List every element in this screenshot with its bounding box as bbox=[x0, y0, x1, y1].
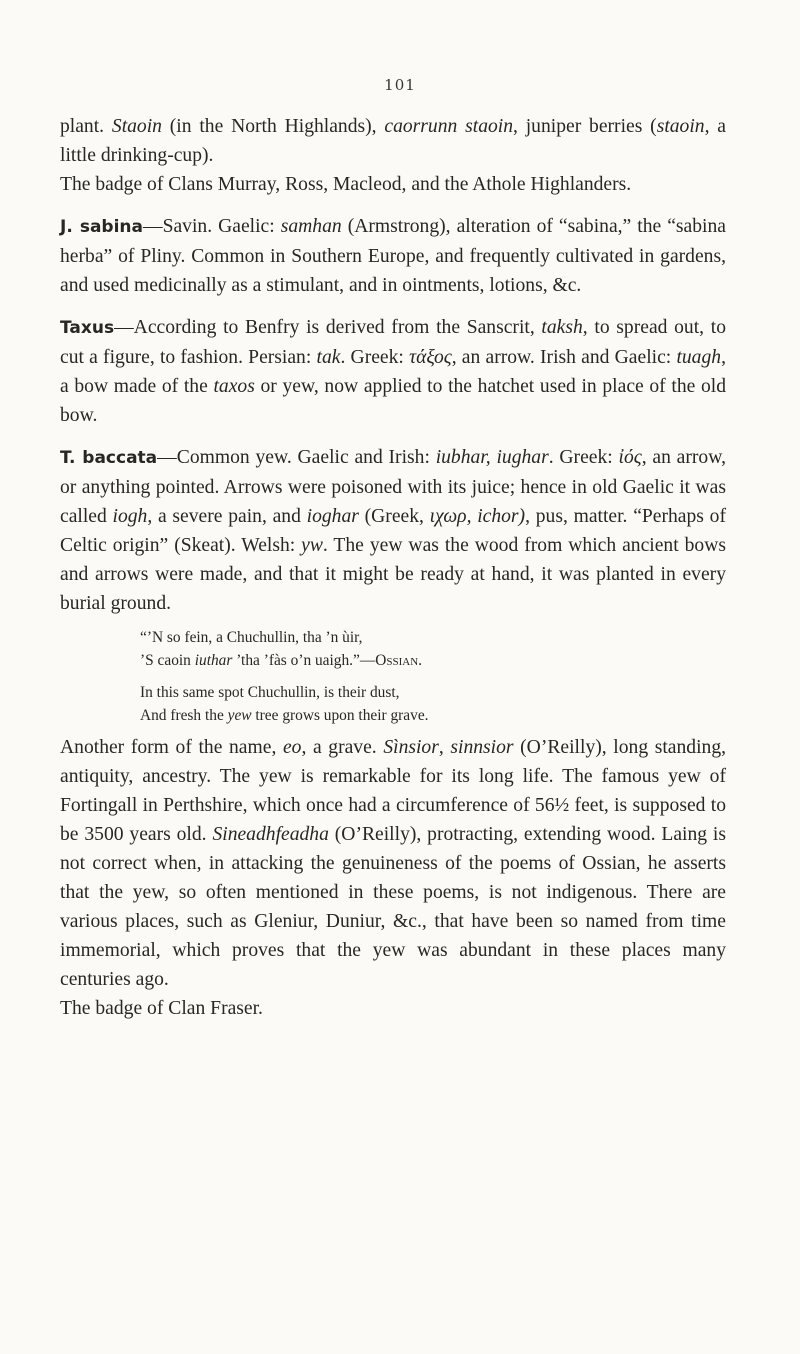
text-run: —According to Benfry is derived from the Sanscrit, bbox=[114, 317, 542, 338]
text-run: . Greek: bbox=[340, 347, 410, 368]
paragraph-taxus bbox=[60, 313, 726, 430]
gaelic-term: iogh bbox=[112, 506, 148, 527]
gaelic-term: Sineadhfeadha bbox=[212, 824, 329, 845]
quote-translation-line bbox=[140, 704, 726, 727]
page-number: 101 bbox=[384, 76, 416, 94]
text-run: . The yew was the wood from which ancient bows and arrows were made, and that it might be ready at hand, it was planted in every burial ground. bbox=[60, 535, 726, 614]
text-run: —Common yew. Gaelic and Irish: bbox=[157, 447, 436, 468]
page-body bbox=[60, 112, 726, 1023]
species-heading: J. sabina bbox=[60, 217, 143, 237]
paragraph-t-baccata bbox=[60, 443, 726, 618]
text-run: (Armstrong), alteration of “sabina,” the “sabina herba” of Pliny. Common in Southern Europe, and frequently cultivated in gardens, and used medicinally as a stimulant, and in ointments, lotions, &c. bbox=[60, 216, 726, 296]
gaelic-term: caorrunn staoin bbox=[384, 116, 514, 137]
text-run: , a bow made of the bbox=[60, 347, 726, 397]
text-run: ’tha ’fàs o’n uaigh.”— bbox=[232, 652, 376, 669]
text-run: , a little drinking-cup). bbox=[60, 116, 726, 166]
gaelic-term: tuagh bbox=[676, 347, 722, 368]
text-run: (in the North Highlands), bbox=[161, 116, 385, 137]
welsh-term: yw bbox=[301, 535, 323, 556]
species-heading: T. baccata bbox=[60, 448, 158, 468]
gaelic-term: sinnsior bbox=[450, 737, 514, 758]
gaelic-term: samhan bbox=[280, 216, 342, 237]
text-run: , an arrow, or anything pointed. Arrows were poisoned with its juice; hence in old Gaelic it was called bbox=[60, 447, 727, 527]
gaelic-term: iubhar, iughar bbox=[435, 447, 549, 468]
text-run: And fresh the bbox=[140, 707, 228, 724]
paragraph-staoin bbox=[60, 112, 726, 170]
text-run: , an arrow. Irish and Gaelic: bbox=[451, 347, 677, 368]
gaelic-term: Sìnsior bbox=[383, 737, 439, 758]
quote-line bbox=[140, 649, 726, 672]
greek-term: taxos bbox=[213, 376, 255, 397]
text-run: (O’Reilly), long standing, antiquity, ancestry. The yew is remarkable for its long life. The famous yew of Fortingall in Perthshire, which once had a circumference of 56½ feet, is supposed to be 3500 years old. bbox=[60, 737, 727, 845]
text-run: . Greek: bbox=[548, 447, 619, 468]
gaelic-term: ioghar bbox=[306, 506, 359, 527]
sanscrit-term: taksh bbox=[541, 317, 583, 338]
genus-heading: Taxus bbox=[60, 318, 115, 338]
quote-line: “’N so fein, a Chuchullin, tha ’n ùir, bbox=[140, 629, 363, 646]
text-run: tree grows upon their grave. bbox=[251, 707, 429, 724]
text-run: Another form of the name, bbox=[60, 737, 283, 758]
text-run: , a grave. bbox=[301, 737, 384, 758]
text-run: (Greek, bbox=[358, 506, 430, 527]
text-run: , bbox=[438, 737, 451, 758]
text-run: . bbox=[418, 652, 423, 669]
paragraph-badge-murray: The badge of Clans Murray, Ross, Macleod, and the Athole Highlanders. bbox=[60, 174, 632, 195]
greek-term: ιχωρ, ichor) bbox=[429, 506, 526, 527]
quote-translation-line: In this same spot Chuchullin, is their dust, bbox=[140, 684, 400, 701]
gaelic-term: eo bbox=[282, 737, 302, 758]
ossian-quotation bbox=[60, 626, 726, 727]
text-run: , juniper berries ( bbox=[513, 116, 657, 137]
text-run: , pus, matter. “Perhaps of Celtic origin” (Skeat). Welsh: bbox=[60, 506, 726, 556]
text-run: or yew, now applied to the hatchet used in place of the old bow. bbox=[60, 376, 727, 426]
persian-term: tak bbox=[316, 347, 341, 368]
paragraph-j-sabina bbox=[60, 212, 726, 300]
text-run: (O’Reilly), protracting, extending wood. Laing is not correct when, in attacking the genuineness of the poems of Ossian, he asserts that the yew, so often mentioned in these poems, is not indigenous. There are various places, such as Gleniur, Duniur, &c., that have been so named from time immemorial, which proves that the yew was abundant in these places many centuries ago. bbox=[60, 824, 726, 990]
quote-attribution: Ossian bbox=[375, 652, 419, 669]
gaelic-term: iuthar bbox=[194, 652, 233, 669]
text-run: —Savin. Gaelic: bbox=[142, 216, 281, 237]
paragraph-badge-fraser: The badge of Clan Fraser. bbox=[60, 998, 263, 1019]
gaelic-term: Staoin bbox=[111, 116, 162, 137]
text-run: ’S caoin bbox=[140, 652, 195, 669]
text-run: , to spread out, to cut a figure, to fashion. Persian: bbox=[60, 317, 726, 368]
paragraph-yew-names bbox=[60, 733, 726, 994]
greek-term: ἰός bbox=[618, 447, 642, 468]
text-run: , a severe pain, and bbox=[147, 506, 307, 527]
english-term: yew bbox=[227, 707, 252, 724]
greek-term: τάξος bbox=[409, 347, 452, 368]
gaelic-term: staoin bbox=[656, 116, 705, 137]
text-run: plant. bbox=[60, 116, 112, 137]
